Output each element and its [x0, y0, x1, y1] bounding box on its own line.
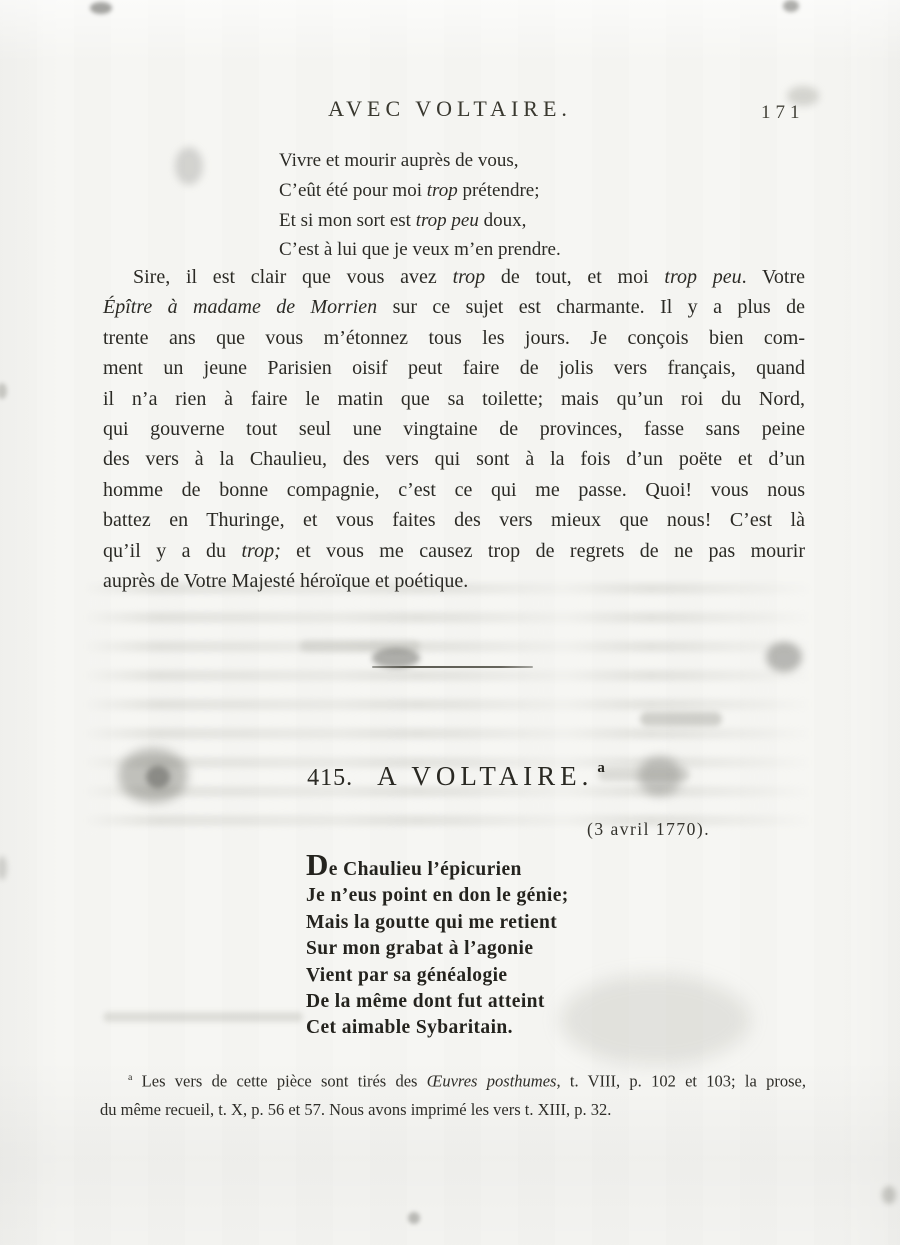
- text-segment: doux,: [478, 209, 527, 231]
- text-segment: Et si mon sort est: [279, 209, 416, 231]
- text-line: [279, 206, 561, 236]
- text-segment: Œuvres posthumes: [426, 1071, 557, 1091]
- ink-smudge: [766, 642, 802, 672]
- text-line: [100, 1064, 806, 1096]
- bleed-through-block: [85, 583, 810, 835]
- text-line: [306, 1015, 569, 1041]
- text-line: [306, 936, 569, 962]
- text-line: [103, 384, 805, 414]
- text-segment: a: [128, 1072, 133, 1083]
- letter-number: 415.: [307, 765, 354, 791]
- text-line: [103, 566, 805, 596]
- section-heading: [0, 760, 900, 792]
- text-segment: trop: [426, 179, 458, 201]
- text-segment: Cet aimable Sybaritain.: [306, 1017, 513, 1039]
- text-segment: et vous me causez trop de regrets de ne pas mourir: [280, 539, 806, 562]
- text-line: [103, 292, 805, 322]
- text-line: [103, 475, 805, 505]
- section-title: A VOLTAIRE.: [377, 761, 594, 791]
- text-segment: trop;: [241, 539, 281, 562]
- text-line: [279, 235, 561, 265]
- ink-smudge: [408, 1212, 420, 1224]
- text-segment: Sur mon grabat à l’agonie: [306, 938, 534, 960]
- text-segment: il n’a rien à faire le matin que sa toilette; mais qu’un roi du Nord,: [103, 387, 805, 410]
- ink-smudge: [175, 147, 203, 185]
- text-segment: C’est à lui que je veux m’en prendre.: [279, 239, 561, 261]
- text-segment: battez en Thuringe, et vous faites des vers mieux que nous! C’est là: [103, 509, 805, 532]
- text-segment: qui gouverne tout seul une vingtaine de provinces, fasse sans peine: [103, 418, 805, 441]
- ink-smudge: [783, 0, 799, 12]
- running-header-title: AVEC VOLTAIRE.: [328, 96, 572, 121]
- text-segment: Épître à madame de Morrien: [103, 296, 378, 319]
- prose-paragraph: [103, 262, 805, 596]
- text-segment: Sire, il est clair que vous avez: [133, 266, 453, 288]
- text-segment: qu’il y a du: [103, 539, 242, 562]
- text-segment: C’eût été pour moi: [279, 179, 427, 201]
- text-segment: Mais la goutte qui me retient: [306, 911, 558, 933]
- text-segment: Vient par sa généalogie: [306, 964, 508, 986]
- text-segment: auprès de Votre Majesté héroïque et poétique.: [103, 570, 469, 593]
- text-segment: Je n’eus point en don le génie;: [306, 885, 569, 907]
- text-line: [279, 146, 561, 176]
- text-line: [100, 1096, 806, 1125]
- text-segment: Vivre et mourir auprès de vous,: [279, 150, 519, 171]
- ink-smudge: [560, 975, 750, 1065]
- poem: [306, 847, 569, 1042]
- text-line: [103, 505, 805, 535]
- section-divider: [372, 666, 533, 668]
- text-line: [103, 262, 805, 292]
- bleed-through-line: [103, 1012, 303, 1022]
- letter-date: (3 avril 1770).: [587, 819, 711, 839]
- ink-smudge: [0, 856, 7, 880]
- bleed-through-word: [640, 712, 722, 726]
- text-line: [306, 963, 569, 989]
- text-segment: des vers à la Chaulieu, des vers qui sont à la fois d’un poëte et d’un: [103, 448, 805, 471]
- text-segment: trop: [452, 266, 486, 288]
- text-segment: homme de bonne compagnie, c’est ce qui me passe. Quoi! vous nous: [103, 478, 805, 501]
- ink-smudge: [372, 648, 420, 668]
- text-segment: D: [306, 847, 329, 882]
- footnote: [100, 1064, 806, 1125]
- text-line: [103, 536, 805, 566]
- text-line: [103, 323, 805, 353]
- text-line: [306, 989, 569, 1015]
- text-segment: de tout, et moi: [485, 266, 665, 288]
- text-segment: ment un jeune Parisien oisif peut faire de jolis vers français, quand: [103, 357, 805, 380]
- text-line: [279, 176, 561, 206]
- text-segment: prétendre;: [457, 179, 540, 201]
- text-line: [306, 910, 569, 936]
- page-number: 171: [761, 102, 805, 123]
- text-line: [306, 847, 569, 883]
- text-segment: du même recueil, t. X, p. 56 et 57. Nous avons imprimé les vers t. XIII, p. 32.: [100, 1100, 612, 1120]
- text-segment: Les vers de cette pièce sont tirés des: [132, 1071, 427, 1091]
- text-segment: De la même dont fut atteint: [306, 991, 545, 1013]
- text-segment: sur ce sujet est charmante. Il y a plus de: [377, 296, 805, 319]
- text-line: [306, 883, 569, 909]
- text-line: [103, 353, 805, 383]
- text-segment: e Chaulieu l’épicurien: [328, 859, 522, 880]
- text-segment: trop peu: [415, 209, 479, 231]
- text-segment: trente ans que vous m’étonnez tous les jours. Je conçois bien com-: [103, 326, 805, 349]
- footnote-marker: a: [597, 760, 605, 776]
- ink-smudge: [90, 2, 112, 14]
- ink-smudge: [882, 1186, 896, 1204]
- text-line: [103, 444, 805, 474]
- opening-verse: [279, 146, 561, 265]
- ink-smudge: [0, 383, 7, 399]
- text-line: [103, 414, 805, 444]
- text-segment: , t. VIII, p. 102 et 103; la prose,: [556, 1071, 807, 1091]
- text-segment: trop peu: [664, 266, 742, 288]
- text-segment: . Votre: [741, 266, 805, 288]
